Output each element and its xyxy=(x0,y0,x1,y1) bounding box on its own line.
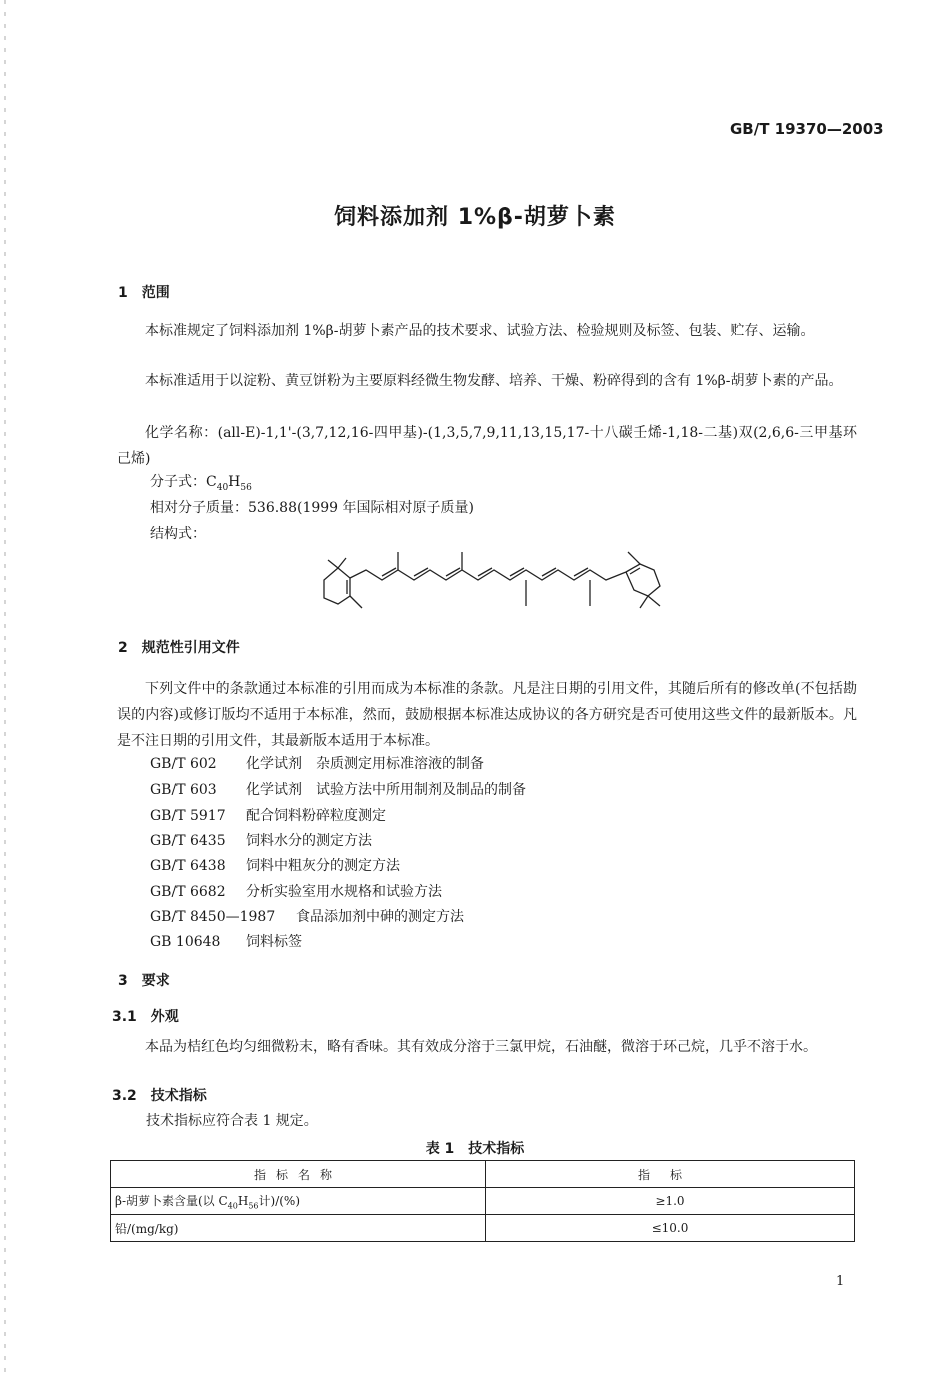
reference-item: GB/T 6435 饲料水分的测定方法 xyxy=(150,833,372,849)
reference-item: GB/T 603 化学试剂 试验方法中所用制剂及制品的制备 xyxy=(150,782,526,798)
beta-carotene-structure xyxy=(310,548,670,620)
row-value: ≤10.0 xyxy=(486,1215,855,1242)
table-caption: 表 1 技术指标 xyxy=(425,1141,525,1157)
reference-item: GB/T 5917 配合饲料粉碎粒度测定 xyxy=(150,808,386,824)
reference-item: GB/T 6438 饲料中粗灰分的测定方法 xyxy=(150,858,400,874)
section-3-1-heading: 3.1 外观 xyxy=(112,1009,179,1025)
section-3-heading: 3 要求 xyxy=(118,973,170,989)
molecular-weight: 相对分子质量：536.88(1999 年国际相对原子质量) xyxy=(150,500,474,516)
section-3-2-para: 技术指标应符合表 1 规定。 xyxy=(146,1113,318,1129)
spec-table xyxy=(110,1160,855,1242)
row-name: β-胡萝卜素含量(以 $C_{40}H_{56}$计)/(%) xyxy=(111,1188,486,1215)
row-value: ≥1.0 xyxy=(486,1188,855,1215)
section-1-para-2: 本标准适用于以淀粉、黄豆饼粉为主要原料经微生物发酵、培养、干燥、粉碎得到的含有 1%β-胡萝卜素的产品。 xyxy=(145,373,843,389)
standard-number: GB/T 19370—2003 xyxy=(730,120,884,138)
section-1-heading: 1 范围 xyxy=(118,285,170,301)
table-row xyxy=(111,1215,855,1242)
section-2-para: 下列文件中的条款通过本标准的引用而成为本标准的条款。凡是注日期的引用文件，其随后所有的修改单(不包括勘误的内容)或修订版均不适用于本标准，然而，鼓励根据本标准达成协议的各方研究是否可使用这些文件的最新版本。凡是不注日期的引用文件，其最新版本适用于本标准。 xyxy=(117,681,857,749)
reference-item: GB/T 8450—1987 食品添加剂中砷的测定方法 xyxy=(150,909,464,925)
chemical-name: 化学名称：(all-E)-1,1'-(3,7,12,16-四甲基)-(1,3,5,7,9,11,13,15,17-十八碳壬烯-1,18-二基)双(2,6,6-三甲基环己烯) xyxy=(117,425,857,467)
document-title: 饲料添加剂 1%β-胡萝卜素 xyxy=(334,205,616,230)
row-name: 铅/(mg/kg) xyxy=(111,1215,486,1242)
reference-item: GB/T 6682 分析实验室用水规格和试验方法 xyxy=(150,884,442,900)
section-3-1-para: 本品为桔红色均匀细微粉末，略有香味。其有效成分溶于三氯甲烷，石油醚，微溶于环己烷，几乎不溶于水。 xyxy=(145,1039,817,1055)
column-header-name: 指标名称 xyxy=(111,1161,486,1188)
reference-item: GB/T 602 化学试剂 杂质测定用标准溶液的制备 xyxy=(150,756,484,772)
reference-item: GB 10648 饲料标签 xyxy=(150,934,302,950)
page-number: 1 xyxy=(836,1274,845,1289)
section-3-2-heading: 3.2 技术指标 xyxy=(112,1088,207,1104)
section-1-para-1: 本标准规定了饲料添加剂 1%β-胡萝卜素产品的技术要求、试验方法、检验规则及标签、包装、贮存、运输。 xyxy=(145,323,815,339)
table-row xyxy=(111,1188,855,1215)
structure-label: 结构式： xyxy=(150,526,206,542)
column-header-value: 指标 xyxy=(486,1161,855,1188)
section-2-heading: 2 规范性引用文件 xyxy=(118,640,240,656)
table-header-row xyxy=(111,1161,855,1188)
molecular-formula: 分子式：$C_{40}H_{56}$ xyxy=(150,474,252,493)
